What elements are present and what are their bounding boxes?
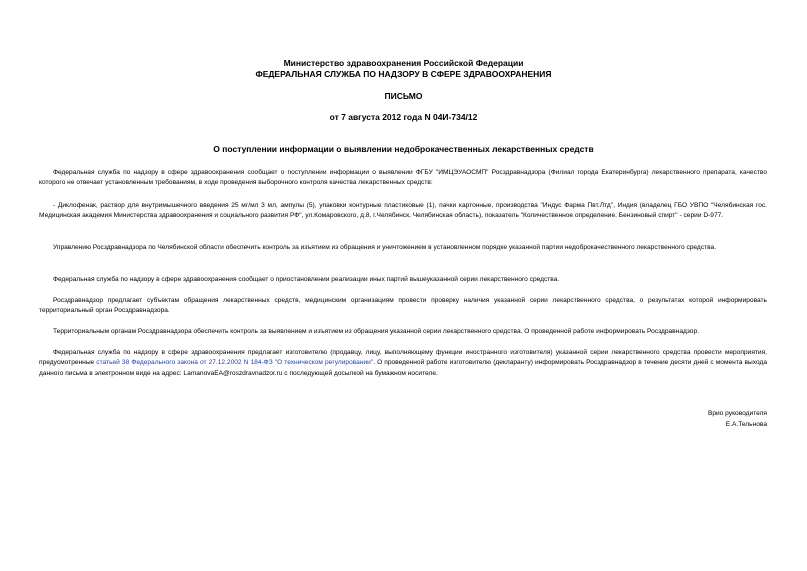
manufacturer-text-start: Федеральная служба по надзору в сфере здравоохранения предлагает изготовителю (продавцу, лицу, выполняющему функции иностранного изготовителя) указанной серии лекарственного средства провести мероприятия, предусмотренные — [39, 349, 767, 367]
paragraph-suspension: Федеральная служба по надзору в сфере здравоохранения сообщает о приостановлении реализации иных партий вышеуказанной серии лекарственного средства. — [53, 276, 560, 283]
paragraph-drug-details: - Диклофенак, раствор для внутримышечного введения 25 мг/мл 3 мл, ампулы (5), упаковки контурные пластиковые (1), пачки картонные, производства "Индус Фарма Пвт.Лтд", Индия (владелец ГБО УВПО "Челябинская гос. Медицинская академия Министерства здравоохранения и социального развития РФ", ул.Комаровского, д.8, г.Челябинск, Челябинская область), показатель "Количественное определение. Бензиновый спирт" - серии D-977. — [39, 202, 767, 220]
ministry-title: Министерство здравоохранения Российской Федерации — [283, 58, 524, 68]
paragraph-territorial-control: Территориальным органам Росздравнадзора обеспечить контроль за выявлением и изъятием из обращения указанной серии лекарственного средства. О проведенной работе информировать Росздравнадзор. — [53, 328, 699, 335]
document-subject: О поступлении информации о выявлении недоброкачественных лекарственных средств — [213, 144, 594, 154]
service-title: ФЕДЕРАЛЬНАЯ СЛУЖБА ПО НАДЗОРУ В СФЕРЕ ЗДРАВООХРАНЕНИЯ — [255, 69, 552, 79]
paragraph-manufacturer — [39, 348, 767, 379]
paragraph-chelyabinsk-control: Управлению Росздравнадзора по Челябинской области обеспечить контроль за изъятием из обращения и уничтожением в установленном порядке указанной партии недоброкачественного лекарственного средства. — [53, 244, 717, 251]
paragraph-inspection: Росздравнадзор предлагает субъектам обращения лекарственных средств, медицинским организациям провести проверку наличия указанной серии лекарственного средства, о результатах которой информировать территориальный орган Росздравнадзора. — [39, 297, 767, 315]
signature-block — [708, 409, 767, 430]
manufacturer-text-end: . О проведенной работе изготовителю (декларанту) информировать Росздравнадзор в течение десяти дней с момента выхода данного письма в электронном виде на адрес: LamanovaEA@roszdravnadzor.ru с последующей досылкой на бумажном носителе. — [39, 359, 767, 377]
signature-position: Врио руководителя — [707, 410, 767, 417]
paragraph-intro: Федеральная служба по надзору в сфере здравоохранения сообщает о поступлении информации о выявлении ФГБУ "ИМЦЭУАОСМП" Росздравнадзора (Филиал города Екатеринбурга) лекарственного препарата, качество которого не отвечает установленным требованиям, в ходе проведения выборочного контроля качества лекарственных средств: — [39, 169, 767, 187]
document-type: ПИСЬМО — [384, 91, 423, 101]
signature-name: Е.А.Тельнова — [725, 420, 767, 428]
document-date-number: от 7 августа 2012 года N 04И-734/12 — [329, 112, 478, 122]
law-article-link[interactable]: статьей 38 Федерального закона от 27.12.2002 N 184-ФЗ "О техническом регулировании" — [96, 359, 374, 367]
